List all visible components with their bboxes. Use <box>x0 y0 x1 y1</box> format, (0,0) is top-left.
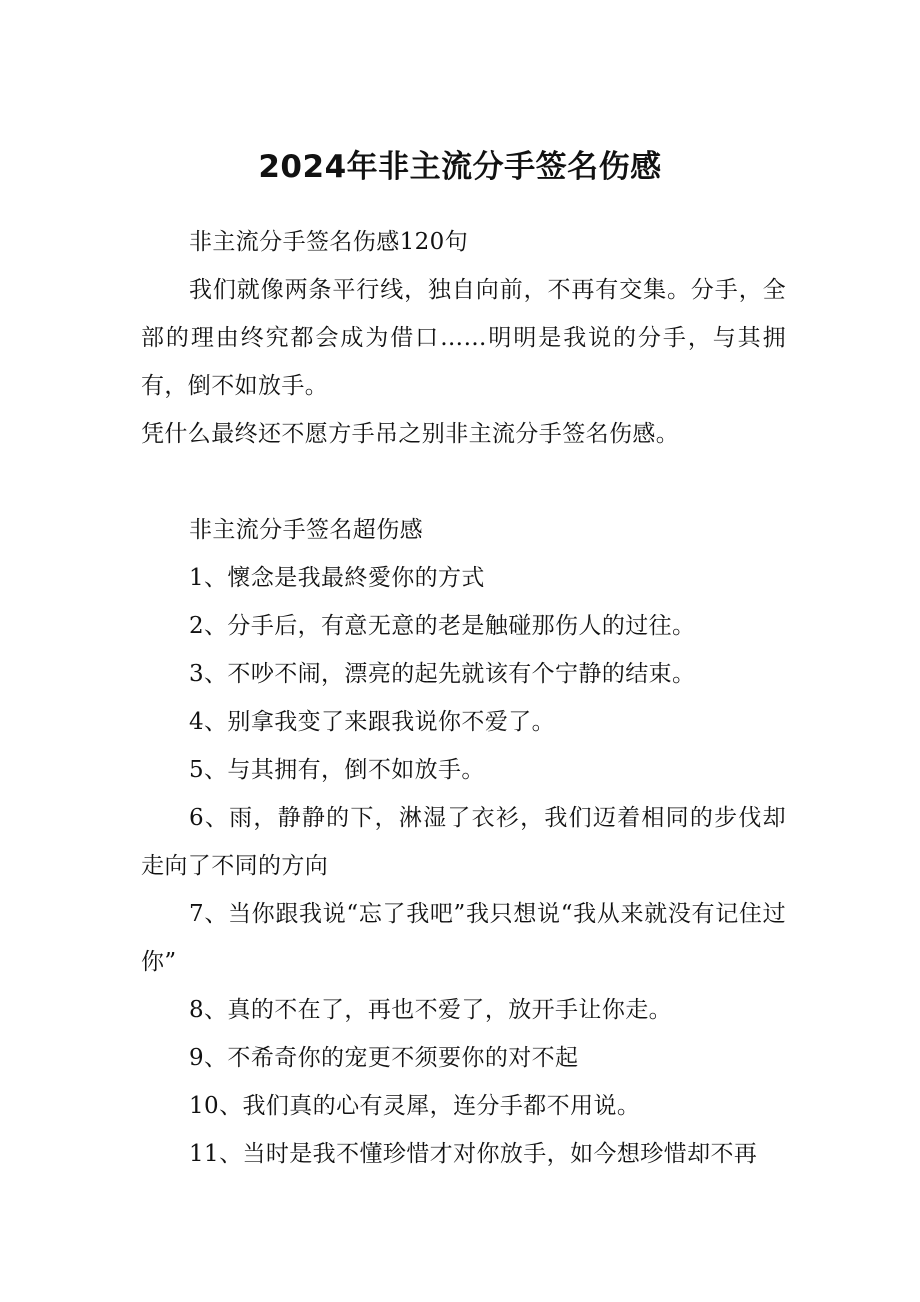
list-item: 4、别拿我变了来跟我说你不爱了。 <box>189 709 556 735</box>
intro-paragraph: 我们就像两条平行线，独自向前，不再有交集。分手，全部的理由终究都会成为借口……明明是我说的分手，与其拥有，倒不如放手。 <box>141 277 786 399</box>
list-item: 6、雨，静静的下，淋湿了衣衫，我们迈着相同的步伐却走向了不同的方向 <box>141 805 786 879</box>
list-item: 5、与其拥有，倒不如放手。 <box>189 757 485 783</box>
document-title: 2024年非主流分手签名伤感 <box>258 149 662 185</box>
intro-line: 凭什么最终还不愿方手吊之别非主流分手签名伤感。 <box>141 421 680 447</box>
list-item: 9、不希奇你的宠更不须要你的对不起 <box>189 1045 579 1071</box>
list-item: 1、懷念是我最終愛你的方式 <box>189 565 485 591</box>
list-item: 3、不吵不闹，漂亮的起先就该有个宁静的结束。 <box>189 661 696 687</box>
document-body <box>141 218 786 1178</box>
list-item: 2、分手后，有意无意的老是触碰那伤人的过往。 <box>189 613 696 639</box>
intro-heading: 非主流分手签名伤感120句 <box>189 229 469 255</box>
list-item: 7、当你跟我说“忘了我吧”我只想说“我从来就没有记住过你” <box>141 901 786 975</box>
list-item: 10、我们真的心有灵犀，连分手都不用说。 <box>189 1093 641 1119</box>
paragraph-gap <box>141 458 786 506</box>
list-item: 11、当时是我不懂珍惜才对你放手，如今想珍惜却不再 <box>189 1141 758 1167</box>
list-item: 8、真的不在了，再也不爱了，放开手让你走。 <box>189 997 673 1023</box>
section-heading: 非主流分手签名超伤感 <box>189 517 423 543</box>
